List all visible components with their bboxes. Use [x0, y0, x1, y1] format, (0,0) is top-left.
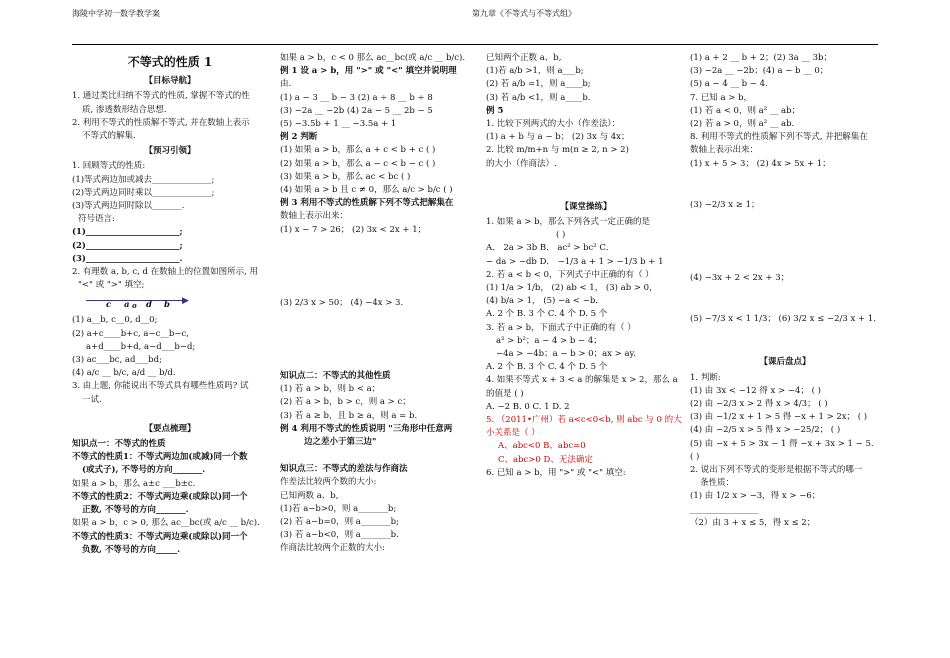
- practice-line: 4. 如果不等式 x + 3 < a 的解集是 x > 2，那么 a: [486, 375, 678, 386]
- q5-line: A、abc<0 B、abc=0: [498, 441, 586, 452]
- practice-heading: 【课堂操练】: [560, 201, 612, 212]
- col2-line: (1)若 a−b>0，则 a_______b;: [280, 503, 397, 514]
- practice-line: (4) b/a > 1， (5) −a < −b．: [486, 296, 604, 307]
- col2-line: (4) 如果 a > b 且 c ≠ 0，那么 a/c > b/c ( ): [280, 185, 453, 196]
- col2-line: 已知两数 a、b,: [280, 490, 339, 501]
- practice-line: A． 2a > 3b B． ac² > bc² C．: [486, 243, 615, 254]
- col2-line: (3) 若 a ≥ b，且 b ≥ a，则 a = b.: [280, 410, 418, 421]
- col4-line: (3) −2a __ −2b；(4) a − b __ 0；: [690, 66, 829, 77]
- col3-line: (1)若 a/b >1，则 a___b;: [486, 66, 584, 77]
- q6-line: 6. 已知 a > b，用 ">" 或 "<" 填空:: [486, 467, 626, 478]
- col4-line: 8. 利用不等式的性质解下列不等式, 并把解集在: [690, 132, 868, 143]
- number-line-label: d: [146, 300, 152, 311]
- col2-line: 例 2 判断: [280, 132, 318, 143]
- key-line: 知识点一：不等式的性质: [72, 439, 166, 450]
- col4-line: (2) 若 a > 0，则 a² __ ab.: [690, 119, 795, 130]
- column-4: [690, 52, 880, 530]
- col3-line: 2. 比较 m/m+n 与 m(n ≥ 2, n > 2): [486, 145, 629, 156]
- number-line-label: a: [124, 300, 130, 311]
- goals-line: 2. 利用不等式的性质解不等式, 并在数轴上表示: [72, 117, 250, 128]
- q5-line: C、abc>0 D、无法确定: [498, 454, 593, 465]
- col2-line: (1) 如果 a > b，那么 a + c < b + c ( ): [280, 145, 436, 156]
- col2-line: 如果 a > b，c < 0 那么 ac__bc(或 a/c __ b/c).: [280, 53, 466, 63]
- practice-line: − da > −db D． −1/3 a + 1 > −1/3 b + 1: [486, 256, 664, 267]
- preview-line: (1)等式两边加或减去______________;: [72, 174, 215, 185]
- col3-line: 已知两个正数 a、b,: [486, 53, 562, 63]
- goals-line: 不等式的解集.: [82, 131, 136, 142]
- key-line: 如果 a > b，c > 0, 那么 ac__bc(或 a/c __ b/c).: [72, 518, 260, 529]
- preview-line: 符号语言:: [78, 214, 115, 225]
- review-line: (4) 由 −2/5 x > 5 得 x > −25/2； ( ): [690, 425, 841, 436]
- number-line: [72, 294, 268, 312]
- col4-line: (1) 若 a < 0，则 a² __ ab；: [690, 105, 801, 116]
- preview-line: 2. 有理数 a, b, c, d 在数轴上的位置如图所示, 用: [72, 267, 259, 278]
- key-line: 不等式的性质1：不等式两边加(或减)同一个数: [72, 452, 248, 463]
- key-line: 如果 a > b，那么 a±c ___b±c.: [72, 478, 196, 489]
- col3-line: (1) a + b 与 a − b； (2) 3x 与 4x；: [486, 132, 630, 143]
- key-line: (或式子), 不等号的方向_______.: [82, 465, 206, 476]
- col2-line: 例 4 利用不等式的性质说明 "三角形中任意两: [280, 423, 453, 434]
- review-line: 条性质：: [700, 478, 735, 489]
- review-line: （2）由 3 + x ≤ 5，得 x ≤ 2；: [690, 517, 816, 528]
- column-3: [486, 52, 686, 480]
- q5-line: 小关系是（ ）: [486, 428, 540, 439]
- goals-line: 质, 渗透数形结合思想.: [82, 104, 167, 115]
- practice-line: −4a > −4b；a − b > 0；ax > ay.: [496, 349, 636, 360]
- q3-line: 3. 由上题, 你能说出不等式具有哪些性质吗? 试: [72, 381, 249, 392]
- key-line: 负数, 不等号的方向_____.: [82, 544, 181, 555]
- col2-line: 作差法比较两个数的大小:: [280, 477, 377, 488]
- col4-line: (5) a − 4 __ b − 4.: [690, 79, 768, 90]
- col2-line: (3) 2/3 x > 50； (4) −4x > 3.: [280, 297, 404, 308]
- review-heading: 【课后盘点】: [759, 357, 811, 368]
- preview-line: (3)______________________.: [72, 253, 183, 264]
- column-2: [280, 52, 476, 556]
- page-title: 不等式的性质 1: [127, 55, 213, 69]
- practice-line: A. 2 个 B. 3 个 C. 4 个 D. 5 个: [486, 309, 608, 320]
- practice-line: (1) 1/a > 1/b， (2) ab < 1， (3) ab > 0，: [486, 283, 658, 294]
- practice-line: 的值是 ( ): [486, 388, 524, 399]
- col4-line: (5) −7/3 x < 1 1/3； (6) 3/2 x ≤ −2/3 x + 1.: [690, 314, 876, 325]
- fill-line: a+d____b+d, a−d___b−d;: [86, 341, 196, 352]
- col2-line: (2) 如果 a > b，那么 a − c < b − c ( ): [280, 158, 436, 169]
- fill-line: (2) a+c____b+c, a−c__b−c,: [72, 328, 189, 339]
- goals-heading: 【目标导航】: [144, 76, 196, 87]
- col2-line: 由.: [280, 79, 292, 90]
- col2-line: 作商法比较两个正数的大小:: [280, 543, 385, 554]
- practice-line: 2. 若 a < b < 0，下列式子中正确的有（ ）: [486, 269, 654, 280]
- col4-line: 7. 已知 a > b，: [690, 92, 753, 103]
- col2-line: (3) 如果 a > b，那么 ac < bc ( ): [280, 171, 411, 182]
- col4-line: 数轴上表示出来：: [690, 145, 759, 156]
- col2-line: 知识点二：不等式的其他性质: [280, 371, 391, 382]
- fill-line: (1) a__b, c__0, d__0;: [72, 315, 158, 326]
- preview-line: 1. 回顾等式的性质:: [72, 161, 146, 172]
- arrow-right-icon: ▶: [182, 296, 189, 307]
- review-line: (1) 由 1/2 x > −3，得 x > −6；: [690, 491, 821, 502]
- practice-line: A. −2 B. 0 C. 1 D. 2: [486, 401, 570, 412]
- col2-line: 边之差小于第三边": [304, 437, 377, 448]
- key-line: 不等式的性质2：不等式两边乘(或除以)同一个: [72, 491, 248, 502]
- number-line-label: b: [164, 300, 170, 311]
- number-line-label: o: [132, 301, 137, 311]
- col2-line: 例 3 利用不等式的性质解下列不等式把解集在: [280, 198, 454, 209]
- practice-line: A. 2 个 B. 3 个 C. 4 个 D. 5 个: [486, 362, 608, 373]
- preview-line: (2)等式两边同时乘以______________;: [72, 187, 215, 198]
- col3-line: (2) 若 a/b =1，则 a____b;: [486, 79, 591, 90]
- col2-line: (3) 若 a−b<0，则 a_______b.: [280, 530, 399, 541]
- preview-line: (3)等式两边同时除以_______.: [72, 201, 185, 212]
- col4-line: (3) −2/3 x ≥ 1；: [690, 199, 760, 210]
- header-right: 第九章《不等式与不等式组》: [472, 9, 576, 18]
- col2-line: (2) 若 a > b，b > c，则 a > c；: [280, 397, 411, 408]
- fill-line: (3) ac___bc, ad___bd;: [72, 355, 162, 366]
- preview-heading: 【预习引领】: [144, 146, 196, 157]
- col2-line: (2) 若 a−b=0，则 a_______b;: [280, 517, 399, 528]
- preview-line: (1)______________________;: [72, 227, 183, 238]
- goals-line: 1. 通过类比归纳不等式的性质, 掌握不等式的性: [72, 91, 250, 102]
- review-line: ( ): [690, 451, 700, 462]
- col4-line: (4) −3x + 2 < 2x + 3；: [690, 273, 790, 284]
- review-line: (1) 由 3x < −12 得 x > −4； ( ): [690, 385, 821, 396]
- review-line: (2) 由 −2/3 x > 2 得 x > 4/3； ( ): [690, 399, 828, 410]
- col2-line: 知识点三：不等式的差法与作商法: [280, 464, 408, 475]
- q5-line: 5. （2011•广州）若 a<c<0<b, 则 abc 与 0 的大: [486, 415, 682, 426]
- col2-line: (1) x − 7 > 26； (2) 3x < 2x + 1；: [280, 224, 427, 235]
- number-line-label: c: [106, 300, 112, 311]
- review-line: (5) 由 −x + 5 > 3x − 1 得 −x + 3x > 1 − 5.: [690, 438, 874, 449]
- col3-line: 例 5: [486, 105, 504, 116]
- q3-line: 一试.: [82, 394, 102, 405]
- col4-line: (1) a + 2 __ b + 2；(2) 3a __ 3b；: [690, 53, 832, 63]
- col4-line: (1) x + 5 > 3； (2) 4x > 5x + 1；: [690, 158, 831, 169]
- review-line: 1. 判断:: [690, 372, 721, 383]
- col2-line: 例 1 设 a > b，用 ">" 或 "<" 填空并说明理: [280, 66, 457, 77]
- col3-line: (3) 若 a/b <1，则 a____b.: [486, 92, 591, 103]
- review-line: 2. 说出下列不等式的变形是根据不等式的哪一: [690, 465, 863, 476]
- col2-line: (1) a − 3 __ b − 3 (2) a ÷ 8 __ b ÷ 8: [280, 92, 433, 103]
- col3-line: 的大小（作商法）.: [486, 158, 557, 169]
- col2-line: (1) 若 a > b，则 b < a；: [280, 384, 381, 395]
- key-heading: 【要点梳理】: [144, 423, 196, 434]
- review-line: (3) 由 −1/2 x + 1 > 5 得 −x + 1 > 2x； ( ): [690, 412, 868, 423]
- key-line: 正数, 不等号的方向_______.: [82, 505, 189, 516]
- col2-line: (3) −2a __ −2b (4) 2a − 5 __ 2b − 5: [280, 105, 433, 116]
- column-1: [72, 52, 268, 557]
- col2-line: 数轴上表示出来：: [280, 211, 349, 222]
- fill-line: (4) a/c __ b/c, a/d __ b/d.: [72, 368, 176, 379]
- review-line: ________________: [690, 504, 758, 515]
- header-rule: [72, 44, 878, 45]
- practice-line: a² > b²；a − 4 > b − 4；: [496, 335, 602, 346]
- preview-line: (2)______________________;: [72, 240, 183, 251]
- practice-line: 3. 若 a > b，下面式子中正确的有（ ）: [486, 322, 636, 333]
- preview-line: "<" 或 ">" 填空;: [78, 280, 145, 291]
- col2-line: (5) −3.5b + 1 __ −3.5a + 1: [280, 119, 397, 130]
- practice-line: ( ): [556, 230, 566, 241]
- key-line: 不等式的性质3：不等式两边乘(或除以)同一个: [72, 531, 248, 542]
- header-left: 海陵中学初一数学教学案: [72, 9, 160, 18]
- practice-line: 1. 如果 a > b，那么下列各式一定正确的是: [486, 217, 651, 228]
- col3-line: 1. 比较下列两式的大小（作差法）：: [486, 119, 621, 130]
